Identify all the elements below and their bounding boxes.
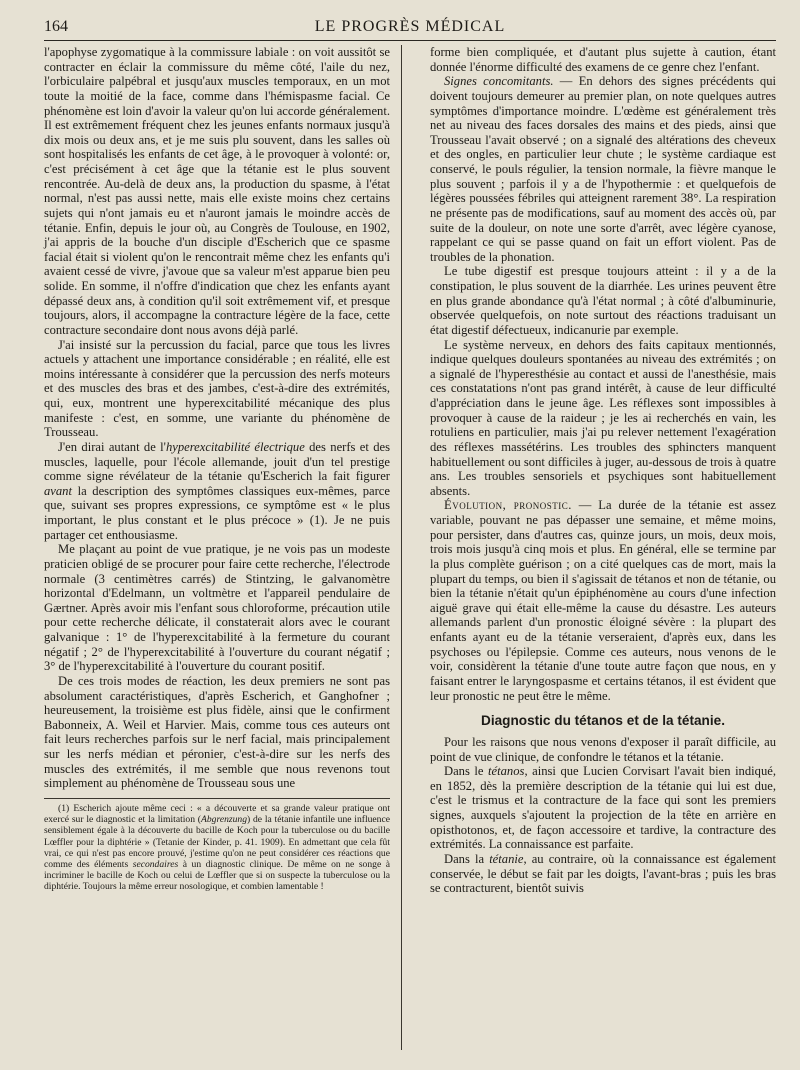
running-header bbox=[44, 14, 776, 41]
run-in-heading: Évolution, pronostic. bbox=[444, 498, 572, 513]
paragraph: l'apophyse zygomatique à la commissure labiale : on voit aussitôt se contracter en éclair la commissure du même côté, l'aile du nez, l'orbiculaire palpébral et jusqu'aux muscles temporaux, en un mot toute la moitié de la face, comme dans l'hémispasme facial. Ce phénomène est loin d'avoir la valeur qu'on lui accorde généralement. Il est extrêmement fréquent chez les jeunes enfants normaux jusqu'à dix mois ou deux ans, et je me suis plu souvent, dans les salles où sont hospitalisés les enfants de cet âge, à le provoquer à volonté: or, c'est précisément à cet âge que la tétanie est le plus souvent rencontrée. Au-delà de deux ans, la production du spasme, à l'état normal, n'est pas aussi nette, mais elle existe moins chez certains sujets qui n'ont jamais eu et n'auront jamais le moindre accès de tétanie. Enfin, depuis le jour où, au Congrès de Toulouse, en 1902, j'ai appris de la bouche d'un disciple d'Escherich que ce spasme facial était si violent qu'on le rencontrait même chez les enfants qu'i avaient cessé de vivre, j'avoue que sa valeur m'est apparue bien peu solide. En somme, il n'offre d'indication que chez les enfants ayant dépassé deux ans, à condition qu'il soit extrêmement vif, et presque toujours, alors, il accompagne la contracture légère de la face, cette contracture secondaire dont nous avons déjà parlé. bbox=[44, 45, 390, 337]
paragraph: forme bien compliquée, et d'autant plus sujette à caution, étant donnée l'énorme difficulté des examens de ce genre chez l'enfant. bbox=[430, 45, 776, 74]
right-column bbox=[430, 45, 776, 896]
paragraph: Me plaçant au point de vue pratique, je ne vois pas un modeste praticien obligé de se procurer pour faire cette recherche, l'électrode normale (3 centimètres carrés) de Stintzing, le galvanomètre horizontal d'Edelmann, un voltmètre et l'appareil pendulaire de Gærtner. Après avoir mis l'enfant sous chloroforme, précaution utile pour cette recherche délicate, il constaterait alors avec le courant galvanique : 1° de l'hyperexcitabilité à la fermeture du courant négatif ; 2° de l'hyperexcitabilité à l'ouverture du courant négatif ; 3° de l'hyperexcitabilité à l'ouverture du courant positif. bbox=[44, 542, 390, 674]
paragraph: J'en dirai autant de l'hyperexcitabilité électrique des nerfs et des muscles, laquelle, pour l'école allemande, jouit d'un tel prestige comme signe révélateur de la tétanie qu'Escherich la fait figurer avant la description des symptômes classiques eux-mêmes, parce que, suivant ses propres expressions, ce symptôme est « le plus important, le plus constant et le plus précoce » (1). Je ne puis partager cet enthousiasme. bbox=[44, 439, 391, 542]
paragraph: Dans le tétanos, ainsi que Lucien Corvisart l'avait bien indiqué, en 1852, dès la première description de la tétanie qui lui est due, c'est le trismus et la contracture de la face qui sont les premiers signes, auxquels s'ajoutent la projection de la tête en arrière en opisthotonos, et, de façon accessoire et tardive, la contracture des extrémités. La connaissance est parfaite. bbox=[430, 764, 776, 852]
run-in-heading: Signes concomitants. bbox=[444, 74, 554, 89]
paragraph: Pour les raisons que nous venons d'exposer il paraît difficile, au point de vue clinique, de confondre le tétanos et la tétanie. bbox=[430, 734, 776, 764]
paragraph: Dans la tétanie, au contraire, où la connaissance est également conservée, le début se fait par les doigts, l'avant-bras ; puis les bras se contracturent, bientôt suivis bbox=[430, 851, 776, 896]
left-column bbox=[44, 45, 390, 896]
paragraph: Le système nerveux, en dehors des faits capitaux mentionnés, indique quelques douleurs spontanées au niveau des extrémités ; on a signalé de l'hyperesthésie au contact et aussi de l'anesthésie, mais ces constatations n'ont pas grand intérêt, à cause de leur difficulté d'appréciation dans le jeune âge. Les réflexes sont impossibles à provoquer à cause de la raideur ; je les ai recherchés en vain, les rotuliens en particulier, mais j'ai pu relever nettement l'exagération des réflexes massétérins. Les troubles des sphincters manquent habituellement ou sont difficiles à juger, au-dessous de trois à quatre ans. Les troubles sensoriels et psychiques sont habituellement absents. bbox=[430, 337, 776, 498]
footnote: (1) Escherich ajoute même ceci : « a découverte et sa grande valeur pratique ont exercé sur le diagnostic et la limitation (Abgrenzung) de la tétanie infantile une influence sensiblement égale à la découverte du bacille de Koch pour la tuberculose ou du bacille Lœffler pour la diphtérie » (Tetanie der Kinder, p. 41. 1909). En admettant que cela fût vrai, ce qui n'est pas encore prouvé, j'estime qu'on ne peut considérer ces réactions que comme des éléments secondaires à un diagnostic clinique. De même on ne songe à incriminer le bacille de Koch ou celui de Lœffler que si on suspecte la tuberculose ou la diphtérie. Toujours la même erreur nosologique, et combien lamentable ! bbox=[44, 798, 390, 893]
paragraph: Le tube digestif est presque toujours atteint : il y a de la constipation, le plus souvent de la diarrhée. Les urines peuvent être en plus grande abondance qu'à l'état normal ; à côté d'albuminurie, observée quelquefois, on note surtout des réactions traduisant un état digestif défectueux, indicanurie par exemple. bbox=[430, 264, 776, 337]
paragraph: De ces trois modes de réaction, les deux premiers ne sont pas absolument caractéristiques, d'après Escherich, et Ganghofner ; heureusement, la troisième est plus fidèle, ainsi que le confirment Babonneix, A. Weil et Harvier. Mais, comme tous ces auteurs ont fait leurs recherches parfois sur le nerf facial, mais principalement sur les nerfs médian et péronier, c'est-à-dire sur les nerfs des muscles des extrémités, il me semble que nous revenons tout simplement au phénomène de Trousseau sous une bbox=[44, 673, 390, 791]
page-number: 164 bbox=[44, 18, 68, 35]
section-heading: Diagnostic du tétanos et de la tétanie. bbox=[481, 713, 725, 729]
paragraph: J'ai insisté sur la percussion du facial, parce que tous les livres actuels y attachent une importance considérable ; en réalité, elle est moins intéressante à considérer que la percussion des nerfs moteurs et des muscles des bras et des jambes, c'est-à-dire des extrémités, qui, eux, montrent une hyperexcitabilité mécanique des plus manifeste : c'est, en somme, une variante du phénomène de Trousseau. bbox=[44, 337, 390, 440]
two-column-body bbox=[44, 45, 776, 896]
paragraph: Évolution, pronostic. — La durée de la tétanie est assez variable, pouvant ne pas dépasser une semaine, et même moins, pour persister, dans d'autres cas, quinze jours, un mois, deux mois, trois mois jusqu'à cinq mois et plus. En général, elle se termine par la plus complète guérison ; on a cité quelques cas de mort, mais la plupart du temps, ou bien il s'agissait de tétanos et non de tétanie, ou bien la tétanie n'était qu'un épiphénomène au cours d'une infection aiguë grave qui était elle-même la cause du désastre. Les auteurs allemands parlent d'un pronostic éloigné sévère : la plupart des enfants ayant eu de la tétanie verseraient, d'après eux, dans les psychoses ou l'épilepsie. Comme ces auteurs, nous venons de le voir, considèrent la tétanie d'une toute autre façon que nous, en y faisant entrer le laryngospasme et certains tétanos, il est évident que leur pronostic ne peut être le même. bbox=[430, 498, 776, 703]
journal-title: LE PROGRÈS MÉDICAL bbox=[314, 18, 506, 35]
paragraph: Signes concomitants. — En dehors des signes précédents qui doivent toujours demeurer au premier plan, on note quelques autres symptômes d'importance moindre. L'œdème est généralement très net au niveau des faces dorsales des mains et des pieds, ainsi que Trousseau l'avait observé ; on a signalé des altérations des cheveux et des ongles, en particulier leur chute ; le système cardiaque est conservé, le pouls régulier, la tension normale, la fièvre manque le plus souvent ; parfois il y a de l'hypothermie : et quelquefois de légères poussées fébriles qui atteignent rarement 38°. La respiration ne présente pas de modifications, sauf au moment des accès où, par suite de la douleur, on note une sorte d'arrêt, avec légère cyanose, rappelant ce qui se passe quand on fait un effort violent. Pas de troubles de la phonation. bbox=[430, 74, 776, 264]
